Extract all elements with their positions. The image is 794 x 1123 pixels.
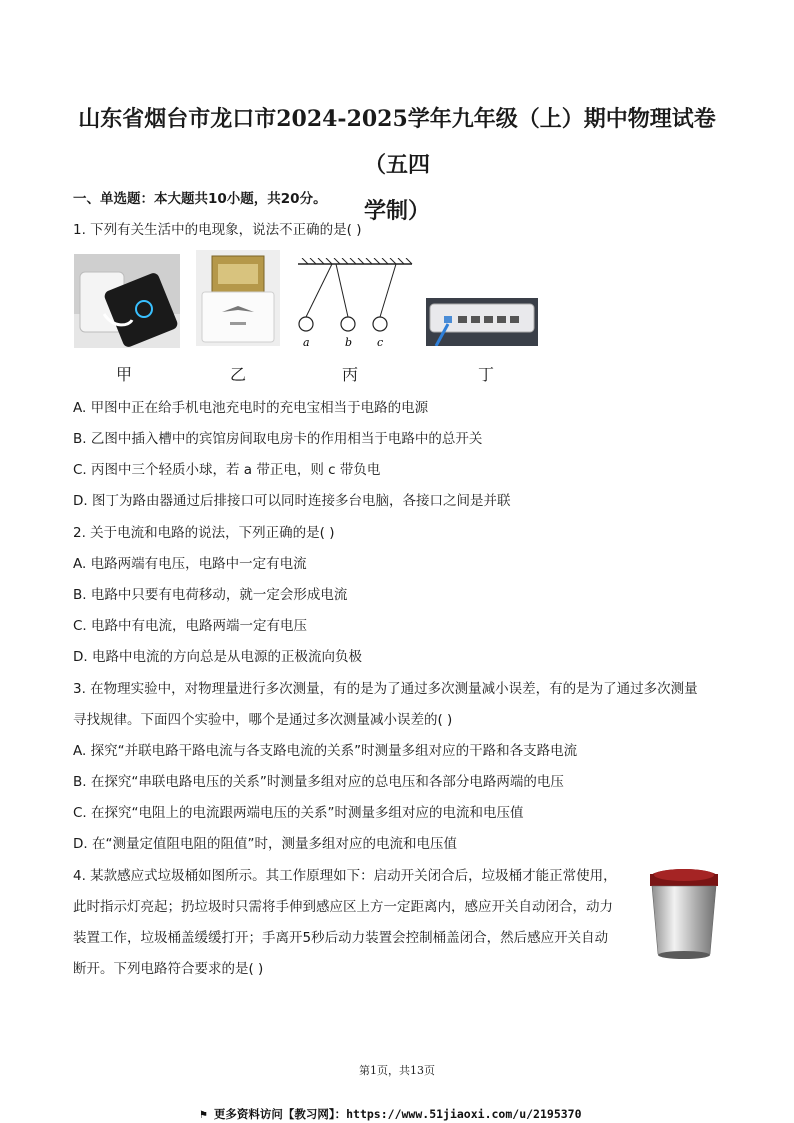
- promo-link[interactable]: [200, 1106, 582, 1122]
- q3-stem-line-1: 3. 在物理实验中，对物理量进行多次测量，有的是为了通过多次测量减小误差，有的是为了通过多次测量: [73, 681, 698, 697]
- figure-label-yi: 乙: [229, 365, 246, 384]
- flag-icon: ⚑: [200, 1107, 214, 1121]
- page-title: [60, 96, 734, 234]
- q2-option-c: C. 电路中有电流，电路两端一定有电压: [73, 618, 308, 634]
- q1-option-d: D. 图丁为路由器通过后排接口可以同时连接多台电脑，各接口之间是并联: [73, 493, 511, 509]
- q4-line-2: 此时指示灯亮起；扔垃圾时只需将手伸到感应区上方一定距离内，感应开关自动闭合，动力: [73, 899, 613, 915]
- q2-option-a: A. 电路两端有电压，电路中一定有电流: [73, 556, 307, 572]
- title-line-1: 山东省烟台市龙口市2024-2025学年九年级（上）期中物理试卷（五四: [78, 106, 716, 178]
- q3-option-a: A. 探究“并联电路干路电流与各支路电流的关系”时测量多组对应的干路和各支路电流: [73, 743, 578, 759]
- q1-option-a: A. 甲图中正在给手机电池充电时的充电宝相当于电路的电源: [73, 400, 429, 416]
- q4-line-4: 断开。下列电路符合要求的是( ): [73, 961, 264, 977]
- q3-option-d: D. 在“测量定值阻电阻的阻值”时，测量多组对应的电流和电压值: [73, 836, 457, 852]
- ball-label-a: a: [303, 336, 310, 349]
- figure-label-jia: 甲: [115, 365, 132, 384]
- q3-stem-line-2: 寻找规律。下面四个实验中，哪个是通过多次测量减小误差的( ): [73, 712, 453, 728]
- q2-option-d: D. 电路中电流的方向总是从电源的正极流向负极: [73, 649, 362, 665]
- page-footer: 第1页，共13页: [359, 1064, 435, 1077]
- figure-ding-router: [426, 298, 538, 346]
- q4-line-1: 4. 某款感应式垃圾桶如图所示。其工作原理如下：启动开关闭合后，垃圾桶才能正常使用，: [73, 868, 617, 884]
- title-line-2: 学制）: [363, 198, 430, 224]
- figure-bing-suspended-balls: [296, 258, 414, 350]
- q3-option-c: C. 在探究“电阻上的电流跟两端电压的关系”时测量多组对应的电流和电压值: [73, 805, 524, 821]
- q3-option-b: B. 在探究“串联电路电压的关系”时测量多组对应的总电压和各部分电路两端的电压: [73, 774, 564, 790]
- section-heading: 一、单选题：本大题共10小题，共20分。: [73, 191, 327, 207]
- q2-option-b: B. 电路中只要有电荷移动，就一定会形成电流: [73, 587, 348, 603]
- q4-line-3: 装置工作，垃圾桶盖缓缓打开；手离开5秒后动力装置会控制桶盖闭合，然后感应开关自动: [73, 930, 609, 946]
- figure-yi-key-card-slot: [196, 250, 280, 346]
- figure-label-bing: 丙: [341, 365, 358, 384]
- q1-stem: 1. 下列有关生活中的电现象，说法不正确的是( ): [73, 222, 362, 238]
- q1-option-c: C. 丙图中三个轻质小球，若 a 带正电，则 c 带负电: [73, 462, 381, 478]
- q2-stem: 2. 关于电流和电路的说法，下列正确的是( ): [73, 525, 335, 541]
- figure-label-ding: 丁: [477, 365, 494, 384]
- figure-sensor-trash-can: [646, 866, 722, 962]
- promo-text: 更多资料访问【教习网】：https://www.51jiaoxi.com/u/2195370: [213, 1107, 582, 1121]
- ball-label-b: b: [345, 336, 353, 349]
- q1-option-b: B. 乙图中插入槽中的宾馆房间取电房卡的作用相当于电路中的总开关: [73, 431, 483, 447]
- ball-label-c: c: [377, 336, 384, 349]
- figure-jia-power-bank: [74, 254, 180, 348]
